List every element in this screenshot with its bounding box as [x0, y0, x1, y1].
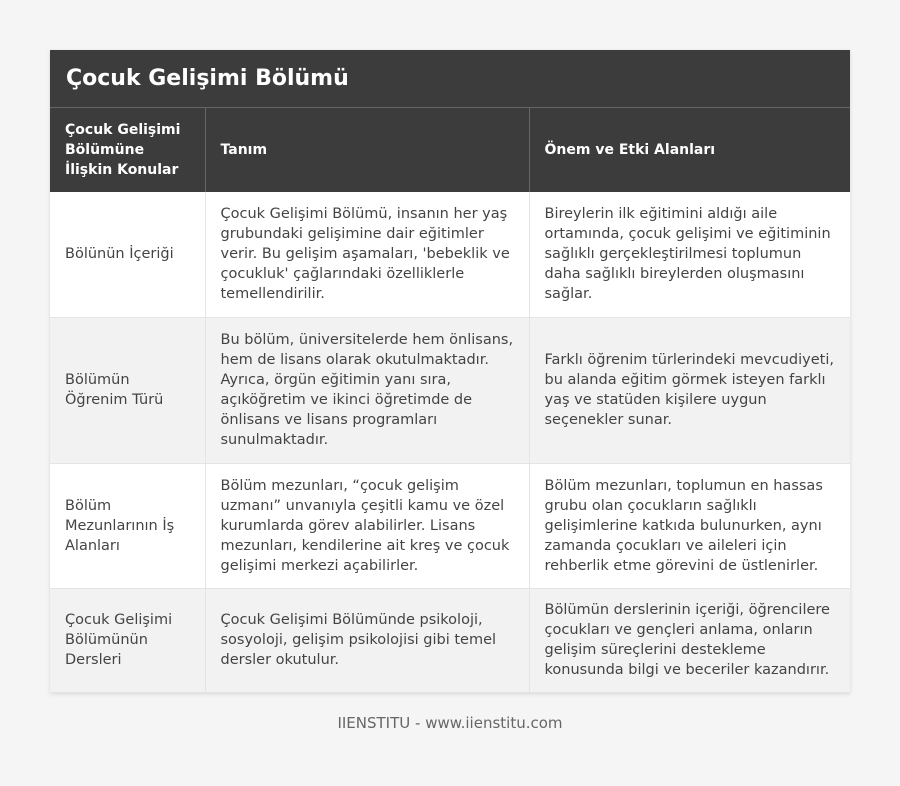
cell-definition: Çocuk Gelişimi Bölümü, insanın her yaş grubundaki gelişimine dair eğitimler verir. Bu gelişim aşamaları, 'bebeklik ve çocukluk' çağlarındaki özelliklerle temellendirilir.: [205, 192, 529, 317]
table-row: [50, 192, 850, 317]
header-row: [50, 108, 850, 192]
info-table: [50, 108, 850, 693]
cell-impact: Bölüm mezunları, toplumun en hassas grubu olan çocukların sağlıklı gelişimlerine katkıda bulunurken, aynı zamanda çocukları ve aileleri için rehberlik etme görevini de üstlenirler.: [529, 463, 850, 588]
cell-definition: Bölüm mezunları, “çocuk gelişim uzmanı” unvanıyla çeşitli kamu ve özel kurumlarda görev alabilirler. Lisans mezunları, kendilerine ait kreş ve çocuk gelişimi merkezi açabilirler.: [205, 463, 529, 588]
table-row: [50, 588, 850, 692]
footer-credit: IIENSTITU - www.iienstitu.com: [337, 714, 563, 732]
header-impact: Önem ve Etki Alanları: [529, 108, 850, 192]
cell-impact: Farklı öğrenim türlerindeki mevcudiyeti, bu alanda eğitim görmek isteyen farklı yaş ve statüden kişilere uygun seçenekler sunar.: [529, 317, 850, 463]
table-row: [50, 317, 850, 463]
cell-impact: Bölümün derslerinin içeriği, öğrencilere çocukları ve gençleri anlama, onların gelişim süreçlerini destekleme konusunda bilgi ve beceriler kazandırır.: [529, 588, 850, 692]
table-card: [50, 50, 850, 693]
cell-topic: Çocuk Gelişimi Bölümünün Dersleri: [50, 588, 205, 692]
cell-impact: Bireylerin ilk eğitimini aldığı aile ortamında, çocuk gelişimi ve eğitiminin sağlıklı gerçekleştirilmesi toplumun daha sağlıklı bireylerden oluşmasını sağlar.: [529, 192, 850, 317]
cell-topic: Bölümün Öğrenim Türü: [50, 317, 205, 463]
header-definition: Tanım: [205, 108, 529, 192]
cell-definition: Bu bölüm, üniversitelerde hem önlisans, hem de lisans olarak okutulmaktadır. Ayrıca, örgün eğitimin yanı sıra, açıköğretim ve ikinci öğretimde de önlisans ve lisans programları sunulmaktadır.: [205, 317, 529, 463]
cell-topic: Bölüm Mezunlarının İş Alanları: [50, 463, 205, 588]
table-row: [50, 463, 850, 588]
table-title: Çocuk Gelişimi Bölümü: [50, 50, 850, 108]
cell-topic: Bölünün İçeriği: [50, 192, 205, 317]
header-topics: Çocuk Gelişimi Bölümüne İlişkin Konular: [50, 108, 205, 192]
cell-definition: Çocuk Gelişimi Bölümünde psikoloji, sosyoloji, gelişim psikolojisi gibi temel dersler okutulur.: [205, 588, 529, 692]
